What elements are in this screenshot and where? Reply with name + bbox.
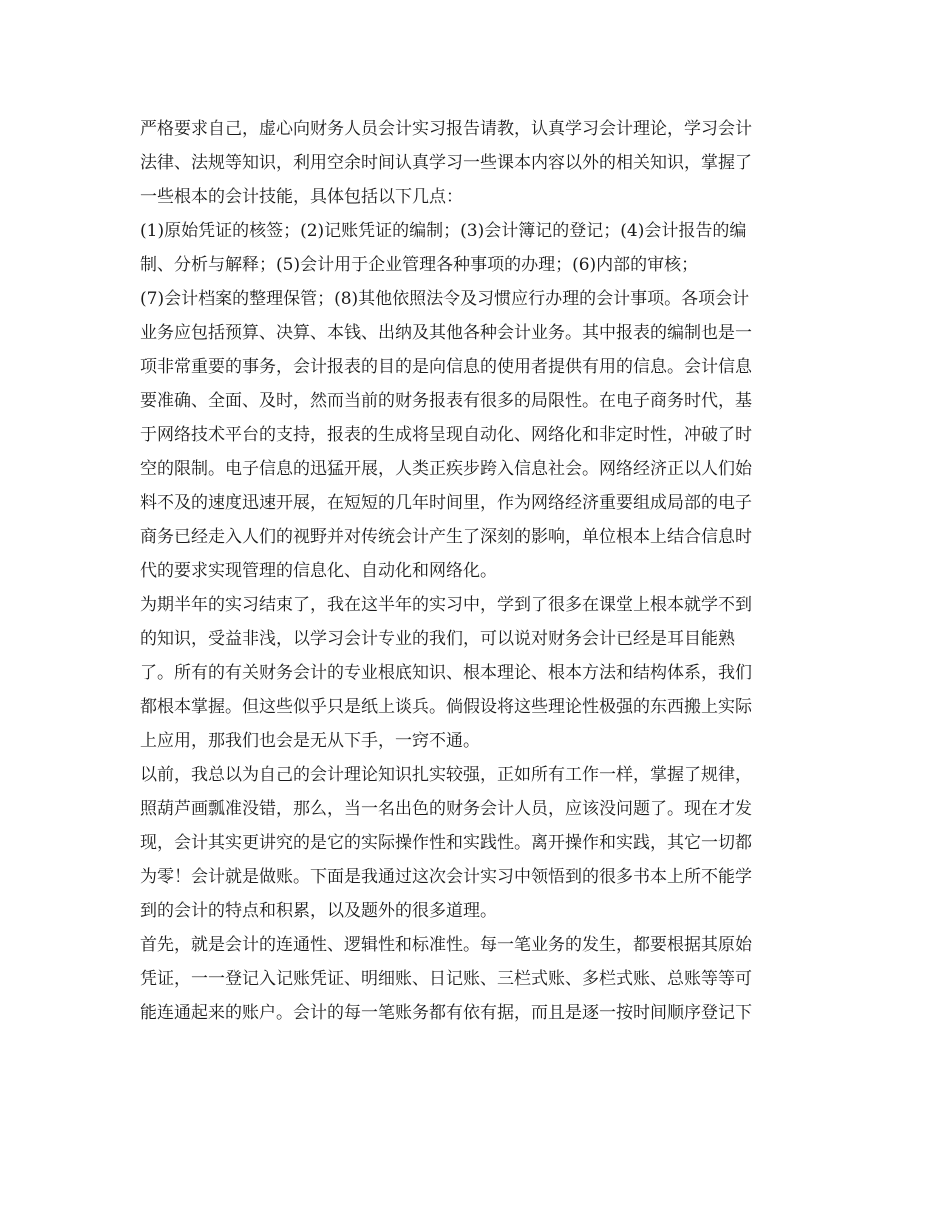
text-line: 以前，我总以为自己的会计理论知识扎实较强，正如所有工作一样，掌握了规律，: [140, 765, 752, 785]
text-line: 制、分析与解释；(5)会计用于企业管理各种事项的办理；(6)内部的审核；: [140, 255, 699, 275]
text-line: 能连通起来的账户。会计的每一笔账务都有依有据，而且是逐一按时间顺序登记下: [140, 1003, 752, 1023]
text-line: (1)原始凭证的核签；(2)记账凭证的编制；(3)会计簿记的登记；(4)会计报告的编: [140, 221, 747, 241]
text-line: 严格要求自己，虚心向财务人员会计实习报告请教，认真学习会计理论，学习会计: [140, 119, 752, 139]
text-line: 为期半年的实习结束了，我在这半年的实习中，学到了很多在课堂上根本就学不到: [140, 595, 752, 615]
text-line: 料不及的速度迅速开展，在短短的几年时间里，作为网络经济重要组成局部的电子: [140, 493, 752, 513]
text-line: 首先，就是会计的连通性、逻辑性和标准性。每一笔业务的发生，都要根据其原始: [140, 935, 752, 955]
text-line: 都根本掌握。但这些似乎只是纸上谈兵。倘假设将这些理论性极强的东西搬上实际: [140, 697, 752, 717]
text-line: 一些根本的会计技能，具体包括以下几点：: [140, 187, 463, 207]
text-line: 商务已经走入人们的视野并对传统会计产生了深刻的影响，单位根本上结合信息时: [140, 527, 752, 547]
text-line: 的知识，受益非浅，以学习会计专业的我们，可以说对财务会计已经是耳目能熟: [140, 629, 735, 649]
text-line: 上应用，那我们也会是无从下手，一窍不通。: [140, 731, 480, 751]
text-line: 要准确、全面、及时，然而当前的财务报表有很多的局限性。在电子商务时代，基: [140, 391, 752, 411]
text-line: (7)会计档案的整理保管；(8)其他依照法令及习惯应行办理的会计事项。各项会计: [140, 289, 750, 309]
text-line: 项非常重要的事务，会计报表的目的是向信息的使用者提供有用的信息。会计信息: [140, 357, 752, 377]
text-line: 空的限制。电子信息的迅猛开展，人类正疾步跨入信息社会。网络经济正以人们始: [140, 459, 752, 479]
text-line: 现，会计其实更讲究的是它的实际操作性和实践性。离开操作和实践，其它一切都: [140, 833, 752, 853]
text-line: 照葫芦画瓢准没错，那么，当一名出色的财务会计人员，应该没问题了。现在才发: [140, 799, 752, 819]
text-line: 到的会计的特点和积累，以及题外的很多道理。: [140, 901, 497, 921]
text-line: 业务应包括预算、决算、本钱、出纳及其他各种会计业务。其中报表的编制也是一: [140, 323, 752, 343]
text-line: 为零！会计就是做账。下面是我通过这次会计实习中领悟到的很多书本上所不能学: [140, 867, 752, 887]
text-line: 于网络技术平台的支持，报表的生成将呈现自动化、网络化和非定时性，冲破了时: [140, 425, 752, 445]
text-line: 法律、法规等知识，利用空余时间认真学习一些课本内容以外的相关知识，掌握了: [140, 153, 752, 173]
text-line: 代的要求实现管理的信息化、自动化和网络化。: [140, 561, 497, 581]
document-body: [140, 112, 815, 1030]
text-line: 了。所有的有关财务会计的专业根底知识、根本理论、根本方法和结构体系，我们: [140, 663, 752, 683]
text-line: 凭证，一一登记入记账凭证、明细账、日记账、三栏式账、多栏式账、总账等等可: [140, 969, 752, 989]
